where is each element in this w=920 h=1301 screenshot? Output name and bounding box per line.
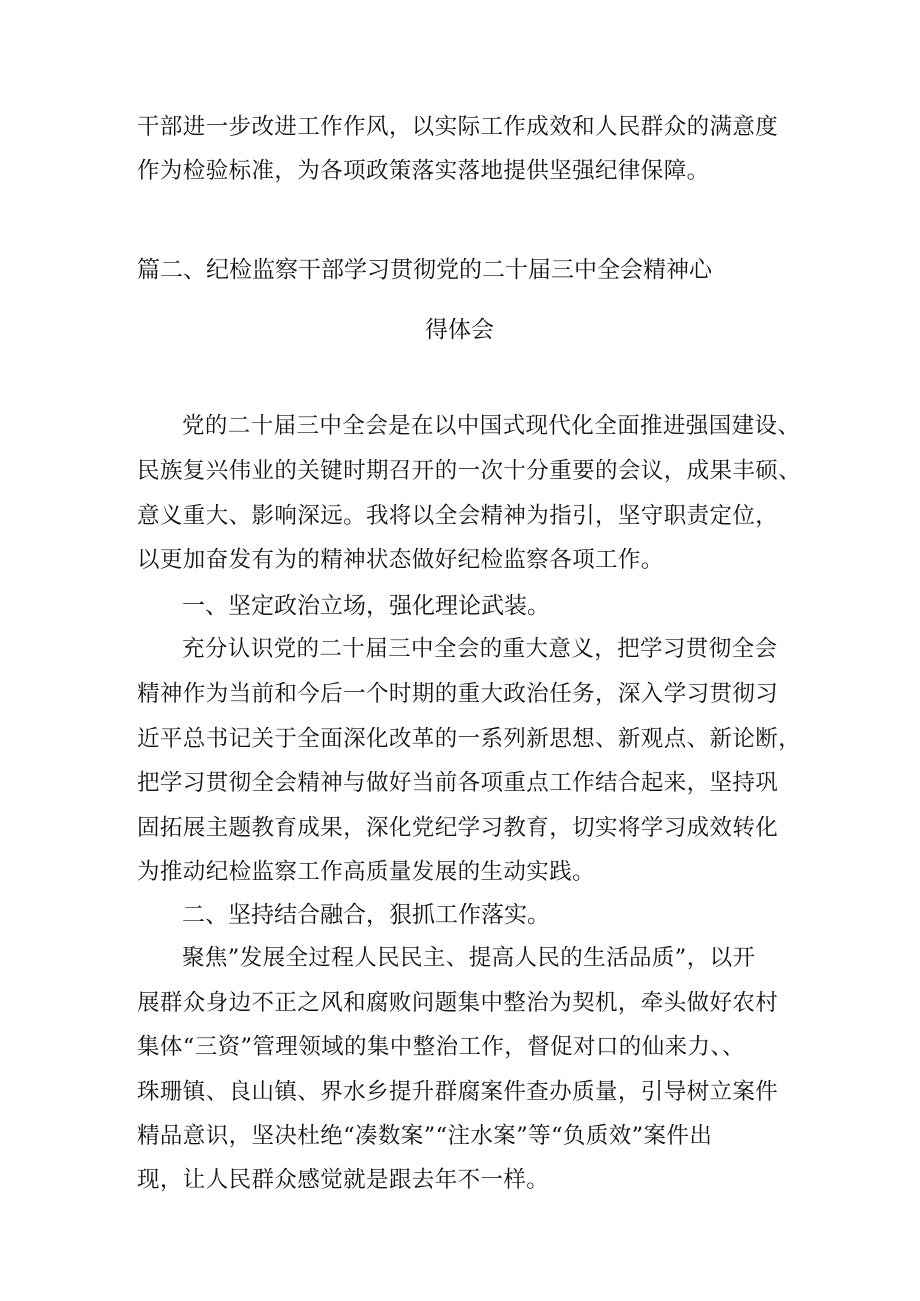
para3-line-4: 珠珊镇、良山镇、界水乡提升群腐案件查办质量，引导树立案件	[137, 1079, 779, 1105]
para2-line-2: 精神作为当前和今后一个时期的重大政治任务，深入学习贯彻习	[137, 681, 779, 707]
article-title-line-2: 得体会	[425, 317, 494, 343]
para2-line-3: 近平总书记关于全面深化改革的一系列新思想、新观点、新论断，	[137, 726, 802, 752]
para2-line-5: 固拓展主题教育成果，深化党纪学习教育，切实将学习成效转化	[137, 815, 779, 841]
para3-line-1: 聚焦”发展全过程人民民主、提高人民的生活品质”，以开	[182, 945, 756, 971]
article-title-line-1: 篇二、纪检监察干部学习贯彻党的二十届三中全会精神心	[137, 257, 712, 283]
para2-line-1: 充分认识党的二十届三中全会的重大意义，把学习贯彻全会	[182, 636, 778, 662]
para3-line-6: 现，让人民群众感觉就是跟去年不一样。	[137, 1167, 550, 1193]
para2-line-4: 把学习贯彻全会精神与做好当前各项重点工作结合起来，坚持巩	[137, 770, 779, 796]
section-1-heading: 一、坚定政治立场，强化理论武装。	[182, 593, 550, 619]
para3-line-3: 集体“三资”管理领域的集中整治工作，督促对口的仙来力、、	[137, 1034, 745, 1060]
para2-line-6: 为推动纪检监察工作高质量发展的生动实践。	[137, 859, 596, 885]
intro-line-2: 作为检验标准，为各项政策落实落地提供坚强纪律保障。	[137, 158, 710, 184]
para1-line-4: 以更加奋发有为的精神状态做好纪检监察各项工作。	[137, 547, 664, 573]
intro-line-1: 干部进一步改进工作作风，以实际工作成效和人民群众的满意度	[137, 114, 779, 140]
para3-line-2: 展群众身边不正之风和腐败问题集中整治为契机，牵头做好农村	[137, 990, 779, 1016]
para1-line-3: 意义重大、影响深远。我将以全会精神为指引，坚守职责定位，	[137, 503, 779, 529]
para1-line-2: 民族复兴伟业的关键时期召开的一次十分重要的会议，成果丰硕、	[137, 458, 802, 484]
para3-line-5: 精品意识，坚决杜绝“凑数案”“注水案”等“负质效”案件出	[137, 1123, 713, 1149]
section-2-heading: 二、坚持结合融合，狠抓工作落实。	[182, 902, 550, 928]
para1-line-1: 党的二十届三中全会是在以中国式现代化全面推进强国建设、	[182, 413, 801, 439]
